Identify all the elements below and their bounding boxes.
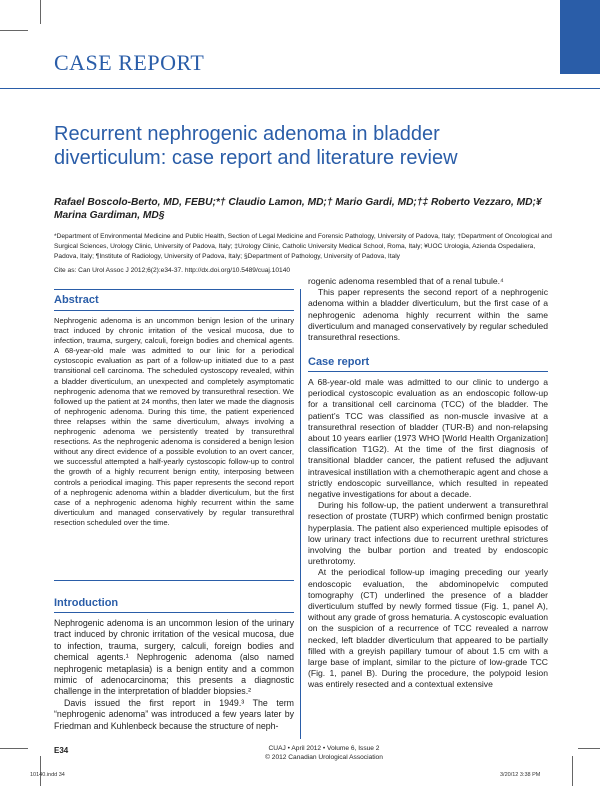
introduction-paragraph-2: Davis issued the first report in 1949.³ The term “nephrogenic adenoma” was introduced a few years later by Friedman and Kuhlenbeck because the structure of neph- [54, 697, 294, 731]
case-report-heading: Case report [308, 356, 370, 368]
header-rule [0, 88, 600, 89]
introduction-body [54, 618, 294, 732]
abstract-heading: Abstract [54, 294, 99, 306]
introduction-paragraph-1: Nephrogenic adenoma is an uncommon lesion of the urinary tract induced by chronic irritation of the vesical mucosa, due to infection, trauma, surgery, calculi, foreign bodies and chemical agents.¹ Nephrogenic adenoma (also named nephrogenic metaplasia) is a benign entity and a common mimic of adenocarcinoma; this presents a diagnostic challenge in the interpretation of bladder biopsies.² [54, 618, 294, 697]
page-number: E34 [54, 746, 69, 755]
case-paragraph-1: A 68-year-old male was admitted to our clinic to undergo a periodical cystoscopic evaluation as an endoscopic follow-up for a transitional cell carcinoma (TCC) of the bladder. The patient’s TCC was classified as non-muscle invasive at a transurethral resection of bladder (TUR-B) and non-relapsing about 10 years earlier (1973 WHO [World Health Organization] classification T1G2). At the time of the first diagnosis of transitional bladder cancer, the patient refused the adjuvant intravesical instillation with a chemotherapic agent and chose a strictly endoscopic surveillance, which resulted in repeated negative investigations for about a decade. [308, 377, 548, 500]
case-paragraph-3: At the periodical follow-up imaging preceding our yearly endoscopic evaluation, the abdominopelvic computed tomography (CT) underlined the presence of a bladder diverticulum stuffed by newly formed tissue (Fig. 1, panel A), without any grade of gross hematuria. A cystoscopic evaluation on the suspicion of a recurrence of TCC revealed a narrow necked, left bladder diverticulum that appeared to be partially filled with a greyish papillary tumour of about 1.5 cm with a large base of implant, similar to the picture of low-grade TCC (Fig. 1, panel B). During the procedure, the polypoid lesion was entirely resected and a contextual extensive [308, 567, 548, 690]
authors-line-1: Rafael Boscolo-Berto, MD, FEBU;*† Claudio Lamon, MD;† Mario Gardi, MD;†‡ Roberto Vezzaro, MD;¥ [54, 197, 542, 208]
intro-paragraph-3: This paper represents the second report of a nephrogenic adenoma within a bladder diverticulum, but the first case of a nephrogenic adenoma highly recurrent within the same diverticulum and managed conservatively by regular scheduled transurethral resections. [308, 287, 548, 343]
article-title: Recurrent nephrogenic adenoma in bladder diverticulum: case report and literature review [54, 123, 458, 169]
case-report-rule [308, 371, 548, 372]
section-label: CASE REPORT [54, 50, 205, 75]
introduction-rule [54, 612, 294, 613]
header-tab [560, 0, 600, 74]
crop-mark [572, 756, 573, 786]
citation: Cite as: Can Urol Assoc J 2012;6(2):e34-37. http://dx.doi.org/10.5489/cuaj.10140 [54, 267, 291, 274]
crop-mark [40, 756, 41, 786]
case-paragraph-2: During his follow-up, the patient underwent a transurethral resection of prostate (TURP) which confirmed benign prostatic hyperplasia. The patient also experienced multiple episodes of low urinary tract infections due to recurrent urethral strictures involving the bulbar portion and treated by endoscopic urethrotomy. [308, 500, 548, 567]
print-timestamp: 3/20/12 3:38 PM [500, 772, 541, 778]
copyright: © 2012 Canadian Urological Association [265, 754, 383, 761]
crop-mark [578, 748, 600, 749]
abstract-bottom-rule [54, 580, 294, 581]
journal-footer [254, 744, 394, 762]
affiliations: *Department of Environmental Medicine and Public Health, Section of Legal Medicine and Forensic Pathology, University of Padova, Italy; †Department of Oncological and Surgical Sciences, Urology Clinic, University of Padova, Italy; ‡Urology Clinic, Catholic University Medical School, Roma, Italy; ¥UOC Urologia, Azienda Ospedaliera, Padova, Italy; ¶Institute of Radiology, University of Padova, Italy; §Department of Pathology, University of Padova, Italy [54, 233, 552, 260]
authors-line-2: Marina Gardiman, MD§ [54, 210, 165, 221]
case-report-body [308, 377, 548, 691]
intro-continuation: rogenic adenoma resembled that of a renal tubule.⁴ [308, 276, 504, 286]
column-divider [300, 289, 301, 739]
abstract-text: Nephrogenic adenoma is an uncommon benign lesion of the urinary tract induced by chronic irritation of the vesical mucosa, due to infection, trauma, surgery, calculi, foreign bodies and chemical agents. A 68-year-old male was admitted to our linic for a periodical cystoscopic evaluation as part of a follow-up initiated due to a past transitional cell carcinoma. The scheduled cystoscopy revealed, within a bladder diverticulum, an unexpected and completely asymptomatic nephrogenic adenoma that we removed by transurethral resection. We followed up the patient at 24 months, then later we made the diagnosis of nephrogenic adenoma. During this time, the patient experienced three relapses within the same diverticulum, always involving a nephrogenic adenoma we persistently treated by transurethral resections. As the nephrogenic adenoma is considered a benign lesion without any direct evidence of a possible evolution to an overt cancer, we successful attempted a half-yearly cystoscopic follow-up to control the growth of a highly recurrent benign entity, interposing between controls a periodical imaging. This paper represents the second report of a nephrogenic adenoma within a bladder diverticulum, but the first case of a nephrogenic adenoma highly recurrent within the same diverticulum and managed conservatively by regular transurethral resection scheduled over the time. [54, 316, 294, 527]
file-slug: 10140.indd 34 [30, 772, 65, 778]
abstract-mid-rule [54, 310, 294, 311]
right-column-intro [308, 276, 548, 343]
introduction-heading: Introduction [54, 597, 119, 609]
abstract-top-rule [54, 289, 294, 290]
authors [54, 196, 554, 222]
crop-mark [0, 748, 28, 749]
journal-issue: CUAJ • April 2012 • Volume 6, Issue 2 [268, 745, 380, 752]
